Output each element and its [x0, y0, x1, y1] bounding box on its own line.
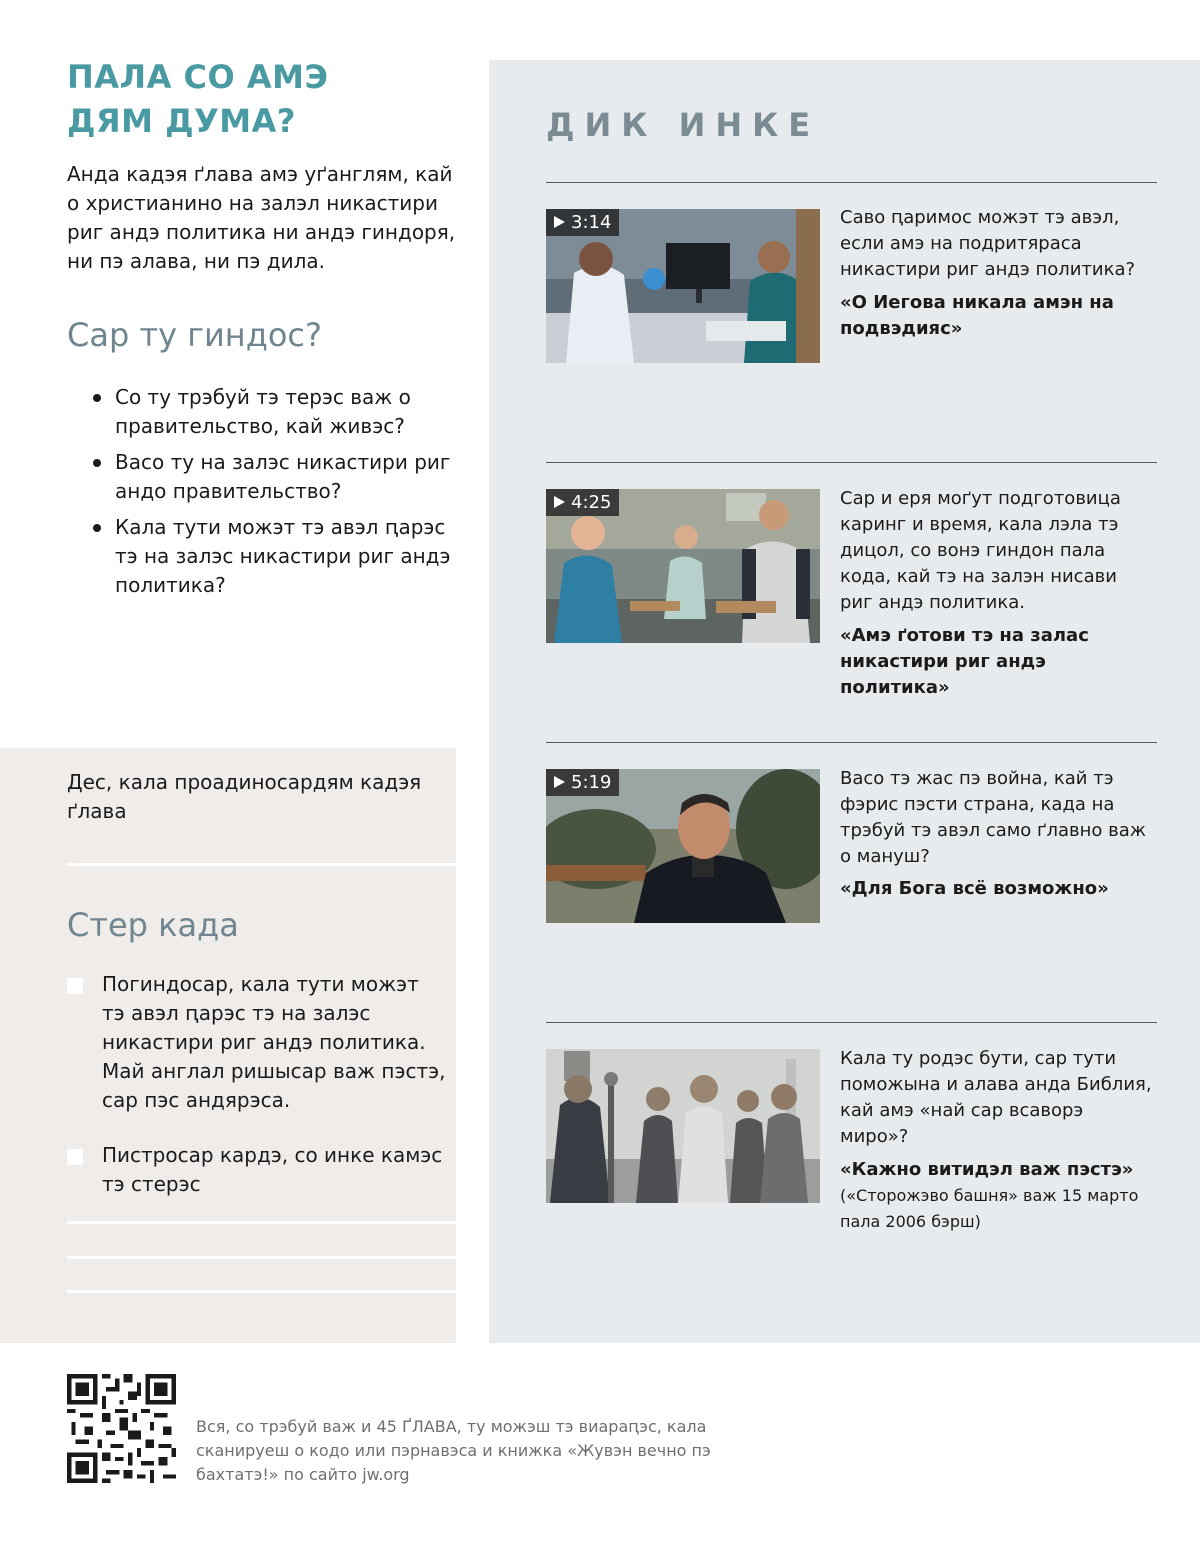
checkbox-icon[interactable] [67, 1149, 83, 1165]
play-icon [554, 776, 565, 788]
task-item: Погиндосар, кала тути можэт тэ авэл ԥарэс тэ на залэс никастири риг андэ политика. Май англал ришысар важ пэстэ, сар пэс андярэса. [67, 970, 447, 1115]
checkbox-icon[interactable] [67, 978, 83, 994]
historical-illustration-image [546, 1049, 820, 1203]
article-description: Кала ту родэс бути, сар тути поможына и алава анда Библия, кай амэ «най сар всаворэ миро»? [840, 1048, 1152, 1147]
video-title-link[interactable]: «Для Бога всё возможно» [840, 878, 1109, 899]
video-title-link[interactable]: «Амэ ґотови тэ на залас никастири риг андэ политика» [840, 625, 1089, 698]
review-heading: Сар ту гиндос? [67, 316, 322, 354]
review-questions [92, 383, 462, 607]
task-item: Пистросар кардэ, со инке камэс тэ стерэс [67, 1141, 447, 1199]
video-title-link[interactable]: «О Иегова никала амэн на подвэдияс» [840, 292, 1114, 339]
bullet-icon [93, 524, 101, 532]
divider [546, 462, 1157, 463]
title-line-1: ПАЛА СО АМЭ [67, 58, 329, 96]
video-thumbnail[interactable] [546, 769, 820, 923]
title-line-2: ДЯМ ДУМА? [67, 102, 296, 140]
divider [546, 742, 1157, 743]
lesson-title [67, 55, 467, 143]
bullet-icon [93, 459, 101, 467]
video-thumbnail[interactable] [546, 209, 820, 363]
video-description: Сар и еря моґут подготовица каринг и время, кала лэла тэ дицол, со вонэ гиндон пала кода, кай тэ на залэн нисави риг андэ политика. [840, 488, 1121, 613]
bullet-icon [93, 394, 101, 402]
footer-note: Вся, со трэбуй важ и 45 ҐЛАВА, ту можэш тэ виараԥэс, кала сканируеш о кодо или пэрнавэса и книжка «Жувэн вечно пэ бахтатэ!» по сайто jw.org [196, 1417, 711, 1484]
lesson-summary: Анда кадэя ґлава амэ уґанглям, кай о христианино на залэл никастири риг андэ политика ни андэ гиндоря, ни пэ алава, ни пэ дила. [67, 162, 456, 273]
video-duration-badge: 3:14 [546, 209, 619, 236]
article-source: («Сторожэво башня» важ 15 марто пала 2006 бэрш) [840, 1186, 1139, 1231]
action-heading: Стер када [67, 906, 239, 944]
video-thumbnail[interactable] [546, 489, 820, 643]
review-question: Кала тути можэт тэ авэл ԥарэс тэ на залэс никастири риг андэ политика? [92, 513, 462, 600]
completion-note: Дес, кала проадиносардям кадэя ґлава [67, 770, 422, 823]
video-duration-badge: 5:19 [546, 769, 619, 796]
writing-line [67, 863, 456, 866]
article-thumbnail[interactable] [546, 1049, 820, 1203]
divider [546, 182, 1157, 183]
writing-line [67, 1221, 456, 1224]
review-question: Васо ту на залэс никастири риг андо правительство? [92, 448, 462, 506]
video-description: Васо тэ жас пэ война, кай тэ фэрис пэсти страна, када на трэбуй тэ авэл само ґлавно важ о мануш? [840, 768, 1146, 867]
divider [546, 1022, 1157, 1023]
more-heading: ДИК ИНКЕ [546, 106, 821, 144]
qr-code-icon[interactable] [67, 1374, 176, 1483]
task-list [67, 970, 447, 1225]
review-question: Со ту трэбуй тэ терэс важ о правительство, кай живэс? [92, 383, 462, 441]
writing-line [67, 1256, 456, 1259]
video-duration-badge: 4:25 [546, 489, 619, 516]
play-icon [554, 216, 565, 228]
video-description: Саво ԥаримос можэт тэ авэл, если амэ на подритяраса никастири риг андэ политика? [840, 207, 1136, 280]
article-title-link[interactable]: «Кажно витидэл важ пэстэ» [840, 1159, 1134, 1180]
writing-line [67, 1290, 456, 1293]
play-icon [554, 496, 565, 508]
